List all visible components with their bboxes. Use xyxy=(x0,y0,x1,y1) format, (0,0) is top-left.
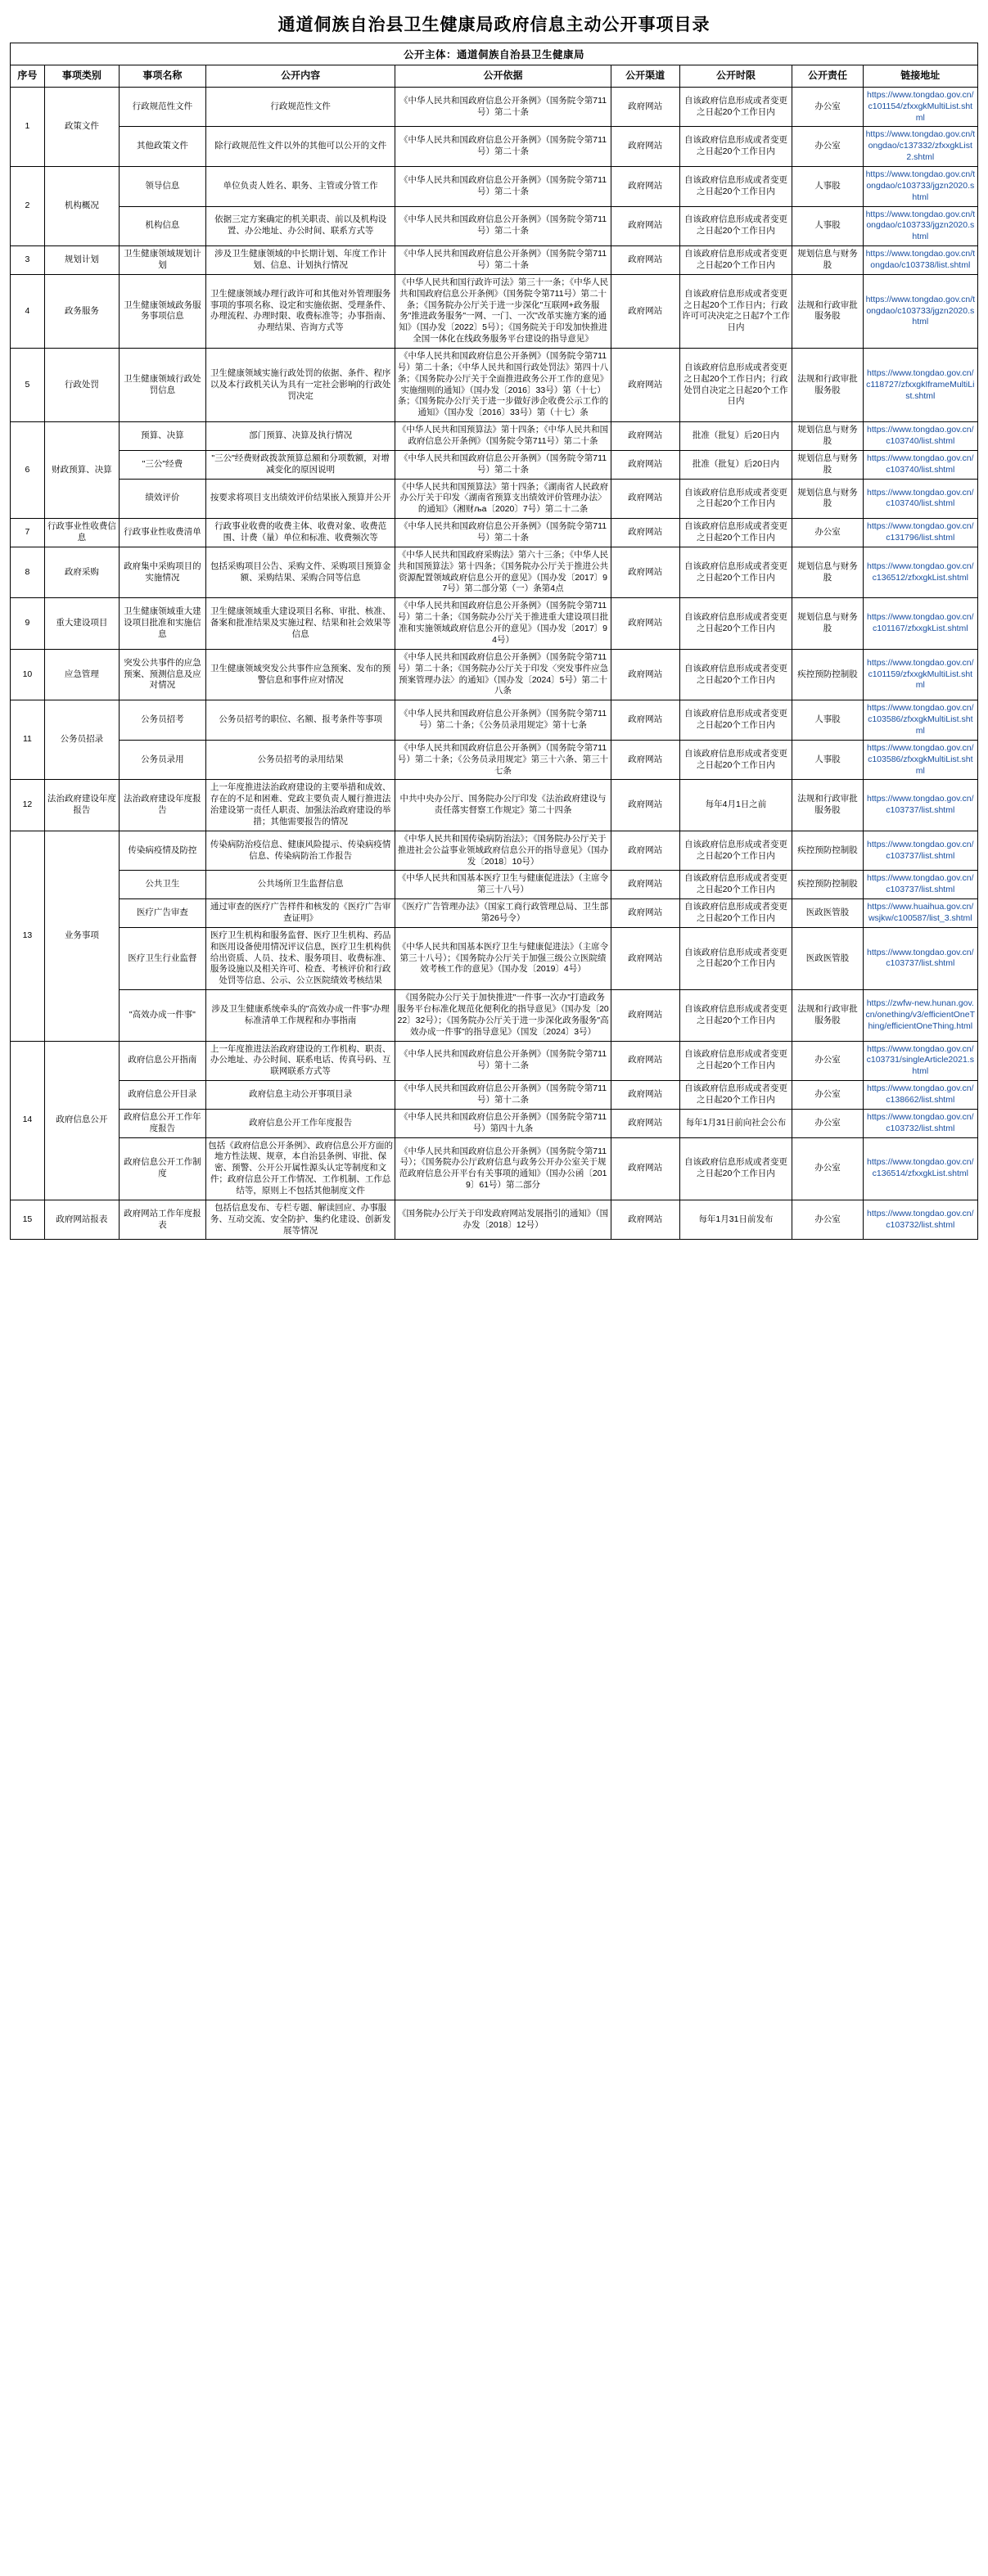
cell-url-link[interactable]: https://www.tongdao.gov.cn/c103732/list.shtml xyxy=(863,1200,977,1240)
cell-responsible: 法规和行政审批服务股 xyxy=(792,274,863,348)
cell-item-name: 公共卫生 xyxy=(119,871,205,899)
cell-responsible: 人事股 xyxy=(792,740,863,780)
cell-period: 自该政府信息形成或者变更之日起20个工作日内 xyxy=(679,479,792,519)
cell-period: 批准（批复）后20日内 xyxy=(679,422,792,451)
cell-item-name: 政府信息公开工作制度 xyxy=(119,1137,205,1200)
cell-basis: 《国务院办公厅关于加快推进"一件事一次办"打造政务服务平台标准化规范化便利化的指导意见》（国办发〔2022〕32号）；《国务院办公厅关于进一步深化政务服务"高效办成一件事"的指导意见》（国发〔2024〕3号） xyxy=(395,990,611,1041)
cell-category: 重大建设项目 xyxy=(44,598,119,649)
cell-content: 依据三定方案确定的机关职责、前以及机构设置、办公地址、办公时间、联系方式等 xyxy=(205,206,395,246)
cell-channel: 政府网站 xyxy=(611,422,679,451)
cell-channel: 政府网站 xyxy=(611,598,679,649)
cell-item-name: 行政事业性收费清单 xyxy=(119,519,205,547)
cell-responsible: 办公室 xyxy=(792,1081,863,1110)
col-header-channel: 公开渠道 xyxy=(611,65,679,88)
cell-channel: 政府网站 xyxy=(611,206,679,246)
cell-content: 政府信息公开工作年度报告 xyxy=(205,1109,395,1137)
cell-content: 公务员招考的录用结果 xyxy=(205,740,395,780)
cell-category: 机构概况 xyxy=(44,166,119,245)
cell-period: 自该政府信息形成或者变更之日起20个工作日内 xyxy=(679,598,792,649)
cell-channel: 政府网站 xyxy=(611,1109,679,1137)
cell-content: "三公"经费财政拨款预算总额和分项数额，对增减变化的原因说明 xyxy=(205,450,395,479)
cell-period: 自该政府信息形成或者变更之日起20个工作日内 xyxy=(679,87,792,127)
cell-responsible: 法规和行政审批服务股 xyxy=(792,780,863,831)
cell-url-link[interactable]: https://www.tongdao.gov.cn/tongdao/c137332/zfxxgkList2.shtml xyxy=(863,127,977,167)
cell-category: 应急管理 xyxy=(44,649,119,700)
cell-seq: 4 xyxy=(11,274,45,348)
cell-item-name: 卫生健康领域政务服务事项信息 xyxy=(119,274,205,348)
cell-responsible: 人事股 xyxy=(792,700,863,741)
cell-seq: 14 xyxy=(11,1041,45,1200)
col-header-period: 公开时限 xyxy=(679,65,792,88)
cell-url-link[interactable]: https://www.tongdao.gov.cn/c103737/list.shtml xyxy=(863,871,977,899)
cell-content: 行政事业收费的收费主体、收费对象、收费范围、计费（量）单位和标准、收费频次等 xyxy=(205,519,395,547)
cell-channel: 政府网站 xyxy=(611,450,679,479)
table-row xyxy=(11,127,978,167)
cell-responsible: 办公室 xyxy=(792,127,863,167)
cell-url-link[interactable]: https://www.tongdao.gov.cn/tongdao/c103733/jgzn2020.shtml xyxy=(863,206,977,246)
cell-basis: 《中华人民共和国政府信息公开条例》（国务院令第711号）第二十条 xyxy=(395,519,611,547)
cell-content: 除行政规范性文件以外的其他可以公开的文件 xyxy=(205,127,395,167)
cell-item-name: 法治政府建设年度报告 xyxy=(119,780,205,831)
cell-basis: 《中华人民共和国基本医疗卫生与健康促进法》（主席令第三十八号） xyxy=(395,871,611,899)
cell-basis: 《中华人民共和国政府采购法》第六十三条；《中华人民共和国预算法》第十四条；《国务院办公厅关于推进公共资源配置领域政府信息公开的意见》（国办发〔2017〕97号）第二部分第（一）条第4点 xyxy=(395,547,611,597)
cell-channel: 政府网站 xyxy=(611,1137,679,1200)
cell-basis: 《中华人民共和国政府信息公开条例》（国务院令第711号）第二十条 xyxy=(395,206,611,246)
cell-responsible: 规划信息与财务股 xyxy=(792,422,863,451)
cell-content: 传染病防治疫信息、健康风险提示、传染病疫情信息、传染病防治工作报告 xyxy=(205,831,395,871)
cell-channel: 政府网站 xyxy=(611,246,679,275)
cell-period: 自该政府信息形成或者变更之日起20个工作日内 xyxy=(679,740,792,780)
cell-item-name: 医疗广告审查 xyxy=(119,899,205,928)
cell-url-link[interactable]: https://www.tongdao.gov.cn/tongdao/c103738/list.shtml xyxy=(863,246,977,275)
cell-content: 卫生健康领域办理行政许可和其他对外管理服务事项的事项名称、设定和实施依据、受理条件、办理流程、办理时限、收费标准等；办事指南、办理结果、咨询方式等 xyxy=(205,274,395,348)
cell-item-name: 医疗卫生行业监督 xyxy=(119,927,205,989)
table-row xyxy=(11,780,978,831)
cell-item-name: 绩效评价 xyxy=(119,479,205,519)
cell-url-link[interactable]: https://www.tongdao.gov.cn/c138662/list.shtml xyxy=(863,1081,977,1110)
cell-seq: 6 xyxy=(11,422,45,519)
col-header-content: 公开内容 xyxy=(205,65,395,88)
cell-url-link[interactable]: https://www.tongdao.gov.cn/c136514/zfxxgkList.shtml xyxy=(863,1137,977,1200)
cell-responsible: 疾控预防控制股 xyxy=(792,649,863,700)
cell-channel: 政府网站 xyxy=(611,349,679,422)
cell-channel: 政府网站 xyxy=(611,700,679,741)
cell-period: 自该政府信息形成或者变更之日起20个工作日内；行政许可可决决定之日起7个工作日内 xyxy=(679,274,792,348)
cell-content: 政府信息主动公开事项目录 xyxy=(205,1081,395,1110)
cell-seq: 12 xyxy=(11,780,45,831)
cell-basis: 《中华人民共和国政府信息公开条例》（国务院令第711号）第十二条 xyxy=(395,1081,611,1110)
cell-content: 单位负责人姓名、职务、主管或分管工作 xyxy=(205,166,395,206)
cell-item-name: 突发公共事件的应急预案、预测信息及应对情况 xyxy=(119,649,205,700)
table-row xyxy=(11,831,978,871)
col-header-name: 事项名称 xyxy=(119,65,205,88)
cell-content: 部门预算、决算及执行情况 xyxy=(205,422,395,451)
cell-basis: 《中华人民共和国政府信息公开条例》（国务院令第711号）第二十条 xyxy=(395,87,611,127)
cell-content: 卫生健康领域突发公共事件应急预案、发布的预警信息和事件应对情况 xyxy=(205,649,395,700)
cell-channel: 政府网站 xyxy=(611,1041,679,1081)
cell-period: 自该政府信息形成或者变更之日起20个工作日内；行政处罚自决定之日起20个工作日内 xyxy=(679,349,792,422)
cell-seq: 3 xyxy=(11,246,45,275)
cell-url-link[interactable]: https://www.tongdao.gov.cn/c103586/zfxxgkMultiList.shtml xyxy=(863,740,977,780)
cell-url-link[interactable]: https://www.tongdao.gov.cn/c103732/list.shtml xyxy=(863,1109,977,1137)
cell-period: 自该政府信息形成或者变更之日起20个工作日内 xyxy=(679,649,792,700)
cell-item-name: 卫生健康领域行政处罚信息 xyxy=(119,349,205,422)
cell-item-name: 其他政策文件 xyxy=(119,127,205,167)
table-row xyxy=(11,1137,978,1200)
cell-category: 法治政府建设年度报告 xyxy=(44,780,119,831)
cell-channel: 政府网站 xyxy=(611,780,679,831)
cell-content: 涉及卫生健康领域的中长期计划、年度工作计划、信息、计划执行情况 xyxy=(205,246,395,275)
cell-period: 自该政府信息形成或者变更之日起20个工作日内 xyxy=(679,1137,792,1200)
cell-basis: 《中华人民共和国政府信息公开条例》（国务院令第711号）第二十条 xyxy=(395,166,611,206)
table-row xyxy=(11,206,978,246)
cell-responsible: 办公室 xyxy=(792,87,863,127)
cell-content: 按要求将项目支出绩效评价结果嵌入预算并公开 xyxy=(205,479,395,519)
cell-item-name: 行政规范性文件 xyxy=(119,87,205,127)
cell-basis: 《国务院办公厅关于印发政府网站发展指引的通知》（国办发〔2018〕12号） xyxy=(395,1200,611,1240)
table-row xyxy=(11,519,978,547)
cell-responsible: 疾控预防控制股 xyxy=(792,871,863,899)
cell-category: 财政预算、决算 xyxy=(44,422,119,519)
cell-content: 公务员招考的职位、名额、报考条件等事项 xyxy=(205,700,395,741)
col-header-basis: 公开依据 xyxy=(395,65,611,88)
cell-item-name: "高效办成一件事" xyxy=(119,990,205,1041)
table-row xyxy=(11,899,978,928)
cell-basis: 《中华人民共和国政府信息公开条例》（国务院令第711号）第二十条；《中华人民共和国行政处罚法》第四十八条；《国务院办公厅关于全面推进政务公开工作的意见》实施细则的通知》（国办发〔2016〕33号）第（十七）条；《国务院办公厅关于进一步做好涉企收费公示工作的通知》（国办发〔2016〕33号）第（十七）条 xyxy=(395,349,611,422)
cell-channel: 政府网站 xyxy=(611,990,679,1041)
cell-url-link[interactable]: https://www.tongdao.gov.cn/c101159/zfxxgkMultiList.shtml xyxy=(863,649,977,700)
cell-period: 自该政府信息形成或者变更之日起20个工作日内 xyxy=(679,206,792,246)
table-row xyxy=(11,479,978,519)
cell-url-link[interactable]: https://www.tongdao.gov.cn/c103737/list.shtml xyxy=(863,927,977,989)
cell-item-name: 预算、决算 xyxy=(119,422,205,451)
cell-basis: 《中华人民共和国政府信息公开条例》（国务院令第711号）第二十条；《公务员录用规定》第十七条 xyxy=(395,700,611,741)
cell-item-name: 公务员录用 xyxy=(119,740,205,780)
cell-channel: 政府网站 xyxy=(611,547,679,597)
cell-seq: 13 xyxy=(11,831,45,1041)
cell-url-link[interactable]: https://www.tongdao.gov.cn/c101167/zfxxgkList.shtml xyxy=(863,598,977,649)
cell-url-link[interactable]: https://www.tongdao.gov.cn/c101154/zfxxgkMultiList.shtml xyxy=(863,87,977,127)
cell-channel: 政府网站 xyxy=(611,1081,679,1110)
table-row xyxy=(11,598,978,649)
cell-category: 政策文件 xyxy=(44,87,119,166)
cell-channel: 政府网站 xyxy=(611,479,679,519)
table-row xyxy=(11,349,978,422)
cell-url-link[interactable]: https://www.tongdao.gov.cn/tongdao/c103733/jgzn2020.shtml xyxy=(863,166,977,206)
cell-period: 每年1月31日前向社会公布 xyxy=(679,1109,792,1137)
cell-item-name: 公务员招考 xyxy=(119,700,205,741)
cell-responsible: 规划信息与财务股 xyxy=(792,479,863,519)
page-title: 通道侗族自治县卫生健康局政府信息主动公开事项目录 xyxy=(277,15,711,34)
cell-item-name: 政府信息公开目录 xyxy=(119,1081,205,1110)
cell-channel: 政府网站 xyxy=(611,87,679,127)
table-row xyxy=(11,649,978,700)
cell-url-link[interactable]: https://www.huaihua.gov.cn/wsjkw/c100587/list_3.shtml xyxy=(863,899,977,928)
cell-basis: 《中华人民共和国预算法》第十四条；《湖南省人民政府办公厅关于印发〈湖南省预算支出绩效评价管理办法〉的通知》（湘财ља〔2020〕7号）第二十二条 xyxy=(395,479,611,519)
cell-responsible: 医政医管股 xyxy=(792,927,863,989)
cell-period: 自该政府信息形成或者变更之日起20个工作日内 xyxy=(679,990,792,1041)
cell-url-link[interactable]: https://www.tongdao.gov.cn/c103740/list.shtml xyxy=(863,422,977,451)
publishing-subject-bar: 公开主体：通道侗族自治县卫生健康局 xyxy=(10,43,978,65)
cell-responsible: 法规和行政审批服务股 xyxy=(792,349,863,422)
cell-period: 自该政府信息形成或者变更之日起20个工作日内 xyxy=(679,166,792,206)
table-row xyxy=(11,1041,978,1081)
cell-basis: 《中华人民共和国政府信息公开条例》（国务院令第711号）第十二条 xyxy=(395,1041,611,1081)
cell-channel: 政府网站 xyxy=(611,127,679,167)
cell-responsible: 疾控预防控制股 xyxy=(792,831,863,871)
cell-content: 涉及卫生健康系统牵头的"高效办成一件事"办理标准清单工作规程和办事指南 xyxy=(205,990,395,1041)
cell-channel: 政府网站 xyxy=(611,831,679,871)
cell-period: 自该政府信息形成或者变更之日起20个工作日内 xyxy=(679,547,792,597)
cell-seq: 11 xyxy=(11,700,45,780)
cell-basis: 《中华人民共和国政府信息公开条例》（国务院令第711号）第二十条；《国务院办公厅关于推进重大建设项目批准和实施领域政府信息公开的意见》（国办发〔2017〕94号） xyxy=(395,598,611,649)
cell-url-link[interactable]: https://www.tongdao.gov.cn/c103731/singleArticle2021.shtml xyxy=(863,1041,977,1081)
table-row xyxy=(11,1200,978,1240)
cell-item-name: 政府网站工作年度报表 xyxy=(119,1200,205,1240)
cell-channel: 政府网站 xyxy=(611,927,679,989)
cell-basis: 《中华人民共和国政府信息公开条例》（国务院令第711号）第二十条；《国务院办公厅关于印发〈突发事件应急预案管理办法〉的通知》（国办发〔2024〕5号）第二十八条 xyxy=(395,649,611,700)
cell-basis: 中共中央办公厅、国务院办公厅印发《法治政府建设与责任落实督察工作规定》第二十四条 xyxy=(395,780,611,831)
cell-url-link[interactable]: https://www.tongdao.gov.cn/c118727/zfxxgkIframeMultiList.shtml xyxy=(863,349,977,422)
cell-responsible: 规划信息与财务股 xyxy=(792,246,863,275)
cell-item-name: "三公"经费 xyxy=(119,450,205,479)
table-body xyxy=(11,87,978,1240)
table-row xyxy=(11,740,978,780)
cell-url-link[interactable]: https://www.tongdao.gov.cn/tongdao/c103733/jgzn2020.shtml xyxy=(863,274,977,348)
cell-item-name: 机构信息 xyxy=(119,206,205,246)
cell-period: 自该政府信息形成或者变更之日起20个工作日内 xyxy=(679,831,792,871)
cell-content: 包括采购项目公告、采购文件、采购项目预算金额、采购结果、采购合同等信息 xyxy=(205,547,395,597)
table-row xyxy=(11,1081,978,1110)
table-row xyxy=(11,166,978,206)
cell-category: 业务事项 xyxy=(44,831,119,1041)
table-row xyxy=(11,87,978,127)
cell-seq: 9 xyxy=(11,598,45,649)
table-row xyxy=(11,990,978,1041)
cell-url-link[interactable]: https://www.tongdao.gov.cn/c103586/zfxxgkMultiList.shtml xyxy=(863,700,977,741)
cell-basis: 《中华人民共和国政府信息公开条例》（国务院令第711号）第二十条 xyxy=(395,450,611,479)
cell-responsible: 医政医管股 xyxy=(792,899,863,928)
cell-basis: 《中华人民共和国政府信息公开条例》（国务院令第711号）第四十九条 xyxy=(395,1109,611,1137)
cell-seq: 10 xyxy=(11,649,45,700)
cell-category: 规划计划 xyxy=(44,246,119,275)
cell-basis: 《中华人民共和国政府信息公开条例》（国务院令第711号）第二十条 xyxy=(395,246,611,275)
cell-responsible: 办公室 xyxy=(792,1041,863,1081)
cell-category: 政府信息公开 xyxy=(44,1041,119,1200)
cell-item-name: 政府信息公开指南 xyxy=(119,1041,205,1081)
cell-seq: 2 xyxy=(11,166,45,245)
cell-content: 行政规范性文件 xyxy=(205,87,395,127)
cell-seq: 1 xyxy=(11,87,45,166)
cell-basis: 《中华人民共和国政府信息公开条例》（国务院令第711号）；《国务院办公厅政府信息与政务公开办公室关于规范政府信息公开平台有关事项的通知》（国办公函〔2019〕61号）第二部分 xyxy=(395,1137,611,1200)
cell-content: 上一年度推进法治政府建设的工作机构、职责、办公地址、办公时间、联系电话、传真号码、互联网联系方式等 xyxy=(205,1041,395,1081)
table-row xyxy=(11,422,978,451)
cell-channel: 政府网站 xyxy=(611,166,679,206)
cell-content: 通过审查的医疗广告样件和核发的《医疗广告审查证明》 xyxy=(205,899,395,928)
cell-period: 每年1月31日前发布 xyxy=(679,1200,792,1240)
cell-category: 行政事业性收费信息 xyxy=(44,519,119,547)
cell-url-link[interactable]: https://zwfw-new.hunan.gov.cn/onething/v3/efficientOneThing/efficientOneThing.html xyxy=(863,990,977,1041)
cell-category: 政府采购 xyxy=(44,547,119,597)
cell-url-link[interactable]: https://www.tongdao.gov.cn/c131796/list.shtml xyxy=(863,519,977,547)
table-row xyxy=(11,700,978,741)
cell-content: 包括《政府信息公开条例》、政府信息公开方面的地方性法规、规章，本自治县条例、审批、保密、预警、公开公开属性源头认定等制度和文件；政府信息公开工作情况、工作机制、工作总结等，原则上不包括其他制度文件 xyxy=(205,1137,395,1200)
col-header-seq: 序号 xyxy=(11,65,45,88)
cell-channel: 政府网站 xyxy=(611,899,679,928)
table-row xyxy=(11,450,978,479)
cell-content: 医疗卫生机构和服务监督、医疗卫生机构、药品和医用设备使用情况评议信息，医疗卫生机构供给出资质、人员、技术、服务项目、收费标准、服务设施以及相关许可、检查、考核评价和行政处罚等信息、公示、公立医院绩效考核结果 xyxy=(205,927,395,989)
cell-responsible: 规划信息与财务股 xyxy=(792,450,863,479)
col-header-responsible: 公开责任 xyxy=(792,65,863,88)
cell-period: 自该政府信息形成或者变更之日起20个工作日内 xyxy=(679,871,792,899)
cell-content: 包括信息发布、专栏专题、解读回应、办事服务、互动交流、安全防护、集约化建设、创新发展等情况 xyxy=(205,1200,395,1240)
cell-content: 卫生健康领域实施行政处罚的依据、条件、程序以及本行政机关认为具有一定社会影响的行政处罚决定 xyxy=(205,349,395,422)
cell-item-name: 政府集中采购项目的实施情况 xyxy=(119,547,205,597)
cell-channel: 政府网站 xyxy=(611,519,679,547)
cell-category: 政府网站报表 xyxy=(44,1200,119,1240)
disclosure-items-table xyxy=(10,65,978,1240)
cell-basis: 《中华人民共和国基本医疗卫生与健康促进法》（主席令第三十八号）；《国务院办公厅关于加强三级公立医院绩效考核工作的意见》（国办发〔2019〕4号） xyxy=(395,927,611,989)
table-row xyxy=(11,1109,978,1137)
table-row xyxy=(11,547,978,597)
table-row xyxy=(11,274,978,348)
table-row xyxy=(11,871,978,899)
cell-category: 行政处罚 xyxy=(44,349,119,422)
cell-content: 上一年度推进法治政府建设的主要举措和成效、存在的不足和困难、党政主要负责人履行推进法治建设第一责任人职责、加强法治政府建设的举措；其他需要报告的情况 xyxy=(205,780,395,831)
cell-period: 自该政府信息形成或者变更之日起20个工作日内 xyxy=(679,519,792,547)
cell-item-name: 传染病疫情及防控 xyxy=(119,831,205,871)
cell-seq: 15 xyxy=(11,1200,45,1240)
col-header-url: 链接地址 xyxy=(863,65,977,88)
cell-responsible: 办公室 xyxy=(792,1200,863,1240)
cell-basis: 《中华人民共和国传染病防治法》；《国务院办公厅关于推进社会公益事业领域政府信息公开的指导意见》（国办发〔2018〕10号） xyxy=(395,831,611,871)
document-page xyxy=(0,0,988,1256)
cell-basis: 《中华人民共和国行政许可法》第三十一条；《中华人民共和国政府信息公开条例》（国务院令第711号）第二十条；《国务院办公厅关于进一步深化"互联网+政务服务"推进政务服务"一网、一门、一次"改革实施方案的通知》（国办发〔2022〕5号）；《国务院关于印发加快推进全国一体化在线政务服务平台建设的指导意见》 xyxy=(395,274,611,348)
cell-item-name: 卫生健康领域规划计划 xyxy=(119,246,205,275)
cell-period: 自该政府信息形成或者变更之日起20个工作日内 xyxy=(679,246,792,275)
cell-responsible: 办公室 xyxy=(792,1137,863,1200)
cell-item-name: 政府信息公开工作年度报告 xyxy=(119,1109,205,1137)
cell-category: 公务员招录 xyxy=(44,700,119,780)
cell-seq: 5 xyxy=(11,349,45,422)
cell-responsible: 办公室 xyxy=(792,1109,863,1137)
cell-url-link[interactable]: https://www.tongdao.gov.cn/c103740/list.shtml xyxy=(863,450,977,479)
cell-category: 政务服务 xyxy=(44,274,119,348)
cell-period: 批准（批复）后20日内 xyxy=(679,450,792,479)
cell-period: 自该政府信息形成或者变更之日起20个工作日内 xyxy=(679,1081,792,1110)
cell-channel: 政府网站 xyxy=(611,1200,679,1240)
cell-content: 卫生健康领域重大建设项目名称、审批、核准、备案和批准结果及实施过程、结果和社会效果等信息 xyxy=(205,598,395,649)
cell-channel: 政府网站 xyxy=(611,274,679,348)
cell-channel: 政府网站 xyxy=(611,871,679,899)
cell-basis: 《中华人民共和国政府信息公开条例》（国务院令第711号）第二十条；《公务员录用规定》第三十六条、第三十七条 xyxy=(395,740,611,780)
cell-url-link[interactable]: https://www.tongdao.gov.cn/c103740/list.shtml xyxy=(863,479,977,519)
cell-responsible: 法规和行政审批服务股 xyxy=(792,990,863,1041)
cell-seq: 7 xyxy=(11,519,45,547)
cell-seq: 8 xyxy=(11,547,45,597)
cell-url-link[interactable]: https://www.tongdao.gov.cn/c103737/list.shtml xyxy=(863,780,977,831)
cell-responsible: 人事股 xyxy=(792,206,863,246)
cell-period: 自该政府信息形成或者变更之日起20个工作日内 xyxy=(679,899,792,928)
cell-item-name: 卫生健康领域重大建设项目批准和实施信息 xyxy=(119,598,205,649)
cell-channel: 政府网站 xyxy=(611,740,679,780)
cell-responsible: 办公室 xyxy=(792,519,863,547)
cell-channel: 政府网站 xyxy=(611,649,679,700)
cell-period: 每年4月1日之前 xyxy=(679,780,792,831)
table-header-row xyxy=(11,65,978,88)
cell-responsible: 规划信息与财务股 xyxy=(792,547,863,597)
cell-period: 自该政府信息形成或者变更之日起20个工作日内 xyxy=(679,127,792,167)
cell-basis: 《医疗广告管理办法》（国家工商行政管理总局、卫生部第26号令） xyxy=(395,899,611,928)
cell-responsible: 规划信息与财务股 xyxy=(792,598,863,649)
cell-basis: 《中华人民共和国预算法》第十四条；《中华人民共和国政府信息公开条例》（国务院令第711号）第二十条 xyxy=(395,422,611,451)
cell-period: 自该政府信息形成或者变更之日起20个工作日内 xyxy=(679,1041,792,1081)
cell-content: 公共场所卫生监督信息 xyxy=(205,871,395,899)
table-row xyxy=(11,246,978,275)
cell-responsible: 人事股 xyxy=(792,166,863,206)
cell-period: 自该政府信息形成或者变更之日起20个工作日内 xyxy=(679,927,792,989)
cell-basis: 《中华人民共和国政府信息公开条例》（国务院令第711号）第二十条 xyxy=(395,127,611,167)
cell-url-link[interactable]: https://www.tongdao.gov.cn/c136512/zfxxgkList.shtml xyxy=(863,547,977,597)
table-row xyxy=(11,927,978,989)
cell-period: 自该政府信息形成或者变更之日起20个工作日内 xyxy=(679,700,792,741)
col-header-category: 事项类别 xyxy=(44,65,119,88)
cell-url-link[interactable]: https://www.tongdao.gov.cn/c103737/list.shtml xyxy=(863,831,977,871)
cell-item-name: 领导信息 xyxy=(119,166,205,206)
